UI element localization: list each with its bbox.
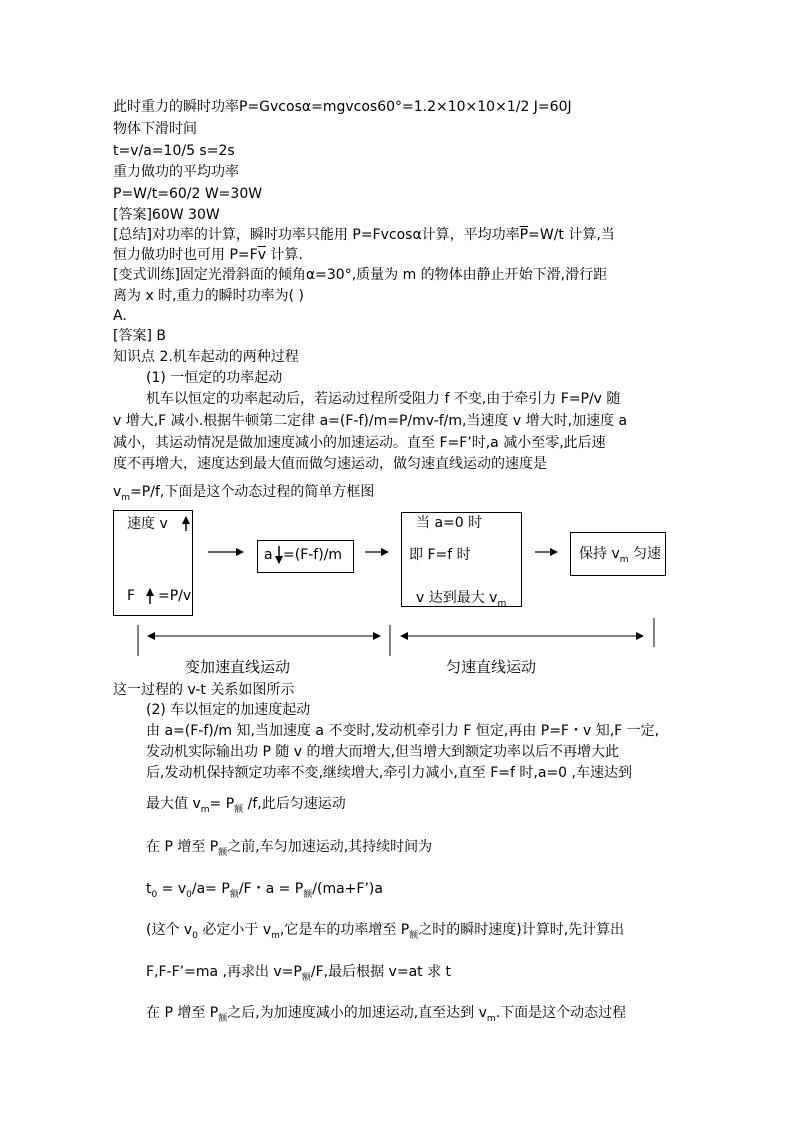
line-paragraph-3: 减小，其运动情况是做加速度减小的加速运动。直至 F=F’时,a 减小至零,此后速 <box>113 435 606 451</box>
line-duration-formula: $t_0 = v_0/a= P_额/F$・$a = P_额/(ma+F’)a$ <box>146 881 383 900</box>
line-max-value: 最大值 $v_m= P_额$ /f,此后匀速运动 <box>146 796 346 815</box>
line-max-velocity: $v_m=P/f$,下面是这个动态过程的简单方框图 <box>113 484 375 503</box>
line-vt-relation: 这一过程的 v-t 关系如图所示 <box>113 682 295 698</box>
line-para2-2: 发动机实际输出功 P 随 v 的增大而增大,但当增大到额定功率以后不再增大此 <box>146 744 619 760</box>
line-para2-1: 由 a=(F-f)/m 知,当加速度 a 不变时,发动机牵引力 F 恒定,再由 P=F・v 知,F 一定, <box>146 723 660 739</box>
line-instant-power: 此时重力的瞬时功率P=Gvcosα=mgvcos60°=1.2×10×10×1/2 J=60J <box>113 99 572 115</box>
line-before-rated: 在 P 增至 $P_额$之前,车匀加速运动,其持续时间为 <box>146 839 433 858</box>
label-variable-acceleration: 变加速直线运动 <box>185 658 291 676</box>
box2-a-label: a <box>264 547 273 563</box>
box1-force-label: F <box>127 588 136 604</box>
box1-force-formula: =P/v <box>158 588 192 604</box>
label-uniform-motion: 匀速直线运动 <box>446 658 537 676</box>
line-exercise-1: [变式训练]固定光滑斜面的倾角α=30°,质量为 m 的物体由静止开始下滑,滑行距 <box>113 267 608 283</box>
box3-line2: 即 F=f 时 <box>409 547 471 563</box>
line-v0-note: (这个 $v_0$ 必定小于 $v_m$,它是车的功率增至 $P_额$之时的瞬时速度)计算时,先计算出 <box>146 922 625 941</box>
line-compute-steps: F,F-F’=ma ,再求出 $v=P_额/F$,最后根据 v=at 求 t <box>146 964 452 983</box>
line-summary-1: [总结]对功率的计算，瞬时功率只能用 P=Fvcosα计算，平均功率$\overline{P}=W/t$ 计算,当 <box>113 227 615 243</box>
line-para2-3: 后,发动机保持额定功率不变,继续增大,牵引力减小,直至 F=f 时,a=0 ,车速达到 <box>146 765 632 781</box>
line-option-a: A. <box>113 308 127 324</box>
line-summary-2: 恒力做功时也可用 $P=F\overline{v}$ 计算. <box>113 247 303 263</box>
box3-line3: v 达到最大 $v_m$ <box>416 590 507 609</box>
line-constant-acceleration-heading: (2) 车以恒定的加速度起动 <box>146 702 311 718</box>
box3-line1: 当 a=0 时 <box>416 515 483 531</box>
line-after-rated: 在 P 增至 $P_额$之后,为加速度减小的加速运动,直至达到 $v_m$.下面是这个动态过程 <box>146 1005 627 1024</box>
line-exercise-2: 离为 x 时,重力的瞬时功率为( ) <box>113 288 305 304</box>
box2-formula: =(F-f)/m <box>283 547 343 563</box>
line-knowledge-point-2: 知识点 2.机车起动的两种过程 <box>113 349 299 365</box>
line-descend-time-title: 物体下滑时间 <box>113 121 197 137</box>
line-average-power-formula: P=W/t=60/2 W=30W <box>113 186 263 202</box>
line-paragraph-4: 度不再增大，速度达到最大值而做匀速运动，做匀速直线运动的速度是 <box>113 456 547 472</box>
line-answer-2: [答案] B <box>113 328 166 344</box>
line-average-power-title: 重力做功的平均功率 <box>113 164 239 180</box>
line-paragraph-2: v 增大,F 减小.根据牛顿第二定律 a=(F-f)/m=P/mv-f/m,当速度 v 增大时,加速度 a <box>113 413 628 429</box>
line-paragraph-1: 机车以恒定的功率起动后，若运动过程所受阻力 f 不变,由于牵引力 F=P/v 随 <box>146 391 621 407</box>
line-answer-1: [答案]60W 30W <box>113 207 220 223</box>
box4-label: 保持 $v_m$ 匀速 <box>579 546 661 565</box>
line-time-formula: t=v/a=10/5 s=2s <box>113 143 235 159</box>
line-constant-power-heading: (1) 一恒定的功率起动 <box>146 370 283 386</box>
box1-velocity-label: 速度 v <box>127 516 168 532</box>
